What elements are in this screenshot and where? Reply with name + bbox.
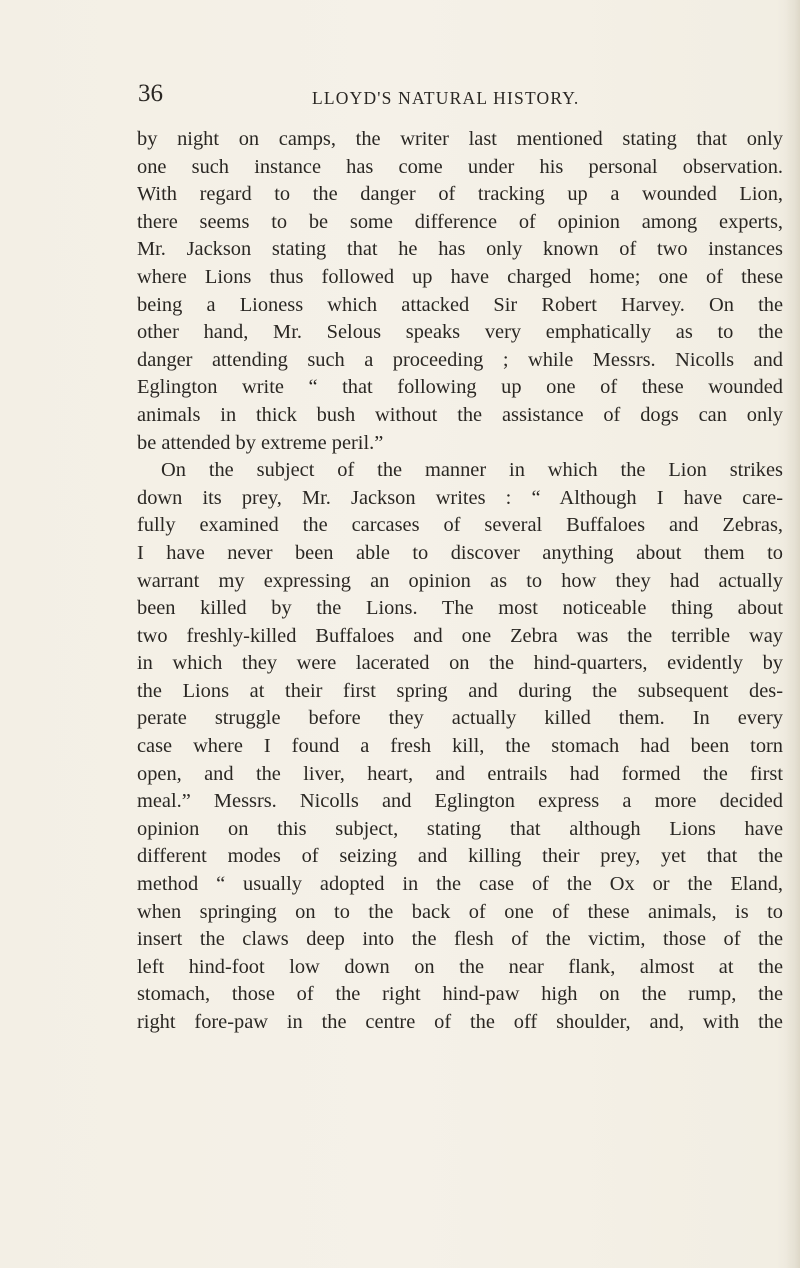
text-line: by night on camps, the writer last mentioned stating that only	[137, 128, 783, 150]
text-line: where Lions thus followed up have charged home; one of these	[137, 265, 783, 288]
text-line: in which they were lacerated on the hind-quarters, evidently by	[137, 652, 783, 675]
text-line: one such instance has come under his personal observation.	[137, 155, 783, 178]
text-line: the Lions at their first spring and during the subsequent des-	[137, 679, 783, 702]
text-line: insert the claws deep into the flesh of the victim, those of the	[137, 928, 783, 951]
text-line: when springing on to the back of one of these animals, is to	[137, 900, 783, 923]
text-line: case where I found a fresh kill, the stomach had been torn	[137, 735, 783, 758]
text-line: Eglington write “ that following up one of these wounded	[137, 376, 783, 399]
text-line-paragraph-start: On the subject of the manner in which the Lion strikes	[161, 459, 783, 482]
page-edge-shadow	[786, 0, 800, 1268]
text-line: method “ usually adopted in the case of the Ox or the Eland,	[137, 873, 783, 896]
text-line: down its prey, Mr. Jackson writes : “ Although I have care-	[137, 486, 783, 509]
text-line: other hand, Mr. Selous speaks very emphatically as to the	[137, 321, 783, 344]
page-number: 36	[138, 80, 163, 107]
text-line: being a Lioness which attacked Sir Robert Harvey. On the	[137, 293, 783, 316]
text-line: be attended by extreme peril.”	[137, 431, 384, 454]
text-line: warrant my expressing an opinion as to how they had actually	[137, 569, 783, 592]
text-line: I have never been able to discover anything about them to	[137, 541, 783, 564]
page-header	[138, 80, 788, 110]
text-line: meal.” Messrs. Nicolls and Eglington express a more decided	[137, 790, 783, 813]
running-title: LLOYD'S NATURAL HISTORY.	[312, 88, 580, 108]
text-line: different modes of seizing and killing their prey, yet that the	[137, 845, 783, 868]
text-line: stomach, those of the right hind-paw high on the rump, the	[137, 983, 783, 1006]
text-line: fully examined the carcases of several Buffaloes and Zebras,	[137, 514, 783, 537]
body-text	[137, 126, 783, 1037]
text-line: right fore-paw in the centre of the off shoulder, and, with the	[137, 1011, 783, 1033]
text-line: Mr. Jackson stating that he has only known of two instances	[137, 238, 783, 261]
text-line: With regard to the danger of tracking up a wounded Lion,	[137, 183, 783, 206]
text-line: two freshly-killed Buffaloes and one Zebra was the terrible way	[137, 624, 783, 647]
text-line: been killed by the Lions. The most noticeable thing about	[137, 597, 783, 620]
text-line: there seems to be some difference of opinion among experts,	[137, 210, 783, 233]
text-line: open, and the liver, heart, and entrails had formed the first	[137, 762, 783, 785]
text-line: perate struggle before they actually killed them. In every	[137, 707, 783, 730]
text-line: animals in thick bush without the assistance of dogs can only	[137, 403, 783, 426]
text-line: opinion on this subject, stating that although Lions have	[137, 817, 783, 840]
text-line: left hind-foot low down on the near flank, almost at the	[137, 955, 783, 978]
text-line: danger attending such a proceeding ; while Messrs. Nicolls and	[137, 348, 783, 371]
